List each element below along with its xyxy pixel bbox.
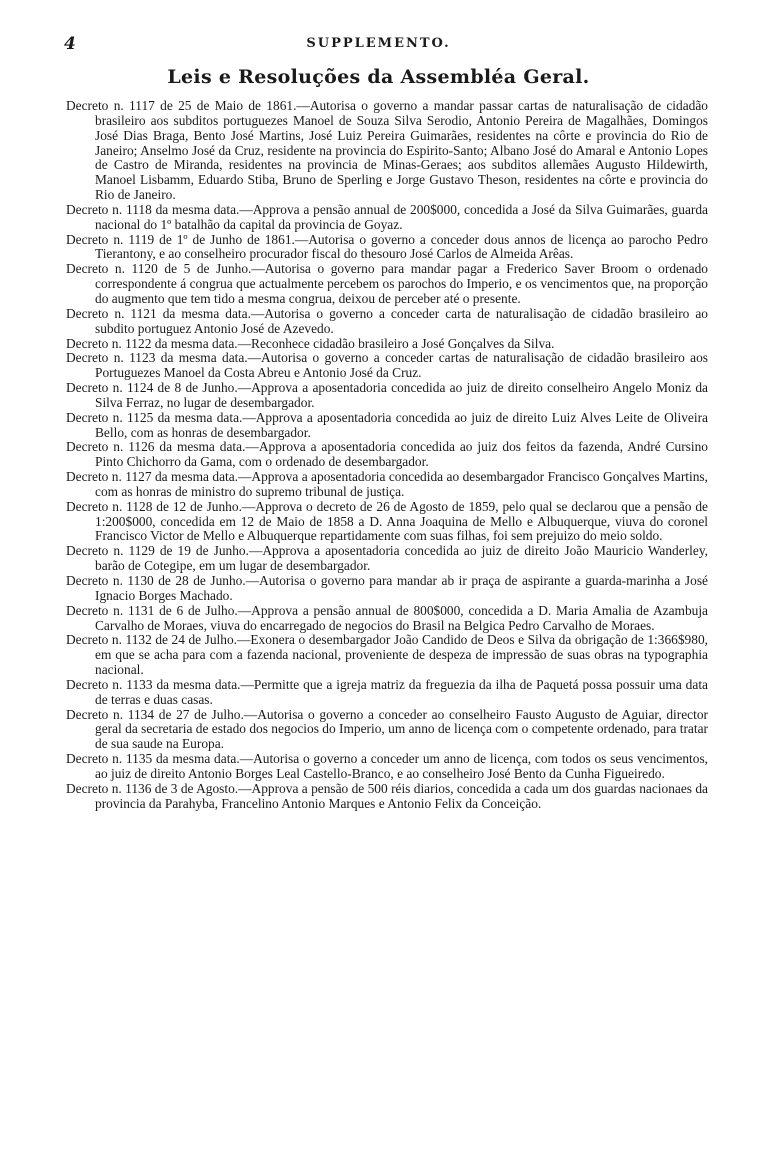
decree-1133: Decreto n. 1133 da mesma data.—Permitte que a igreja matriz da freguezia da ilha de Paquetá possa possuir uma data de terras e duas casas. <box>66 676 708 707</box>
decree-1123: Decreto n. 1123 da mesma data.—Autorisa o governo a conceder cartas de naturalisação de cidadão brasileiro aos Portuguezes Manoel da Costa Abreu e Antonio José da Cruz. <box>66 350 708 381</box>
page-number: 4 <box>64 34 76 54</box>
decree-1136: Decreto n. 1136 de 3 de Agosto.—Approva a pensão de 500 réis diarios, concedida a cada um dos guardas nacionaes da provincia da Parahyba, Francelino Antonio Marques e Antonio Felix da Conceição. <box>66 780 708 811</box>
decree-1134: Decreto n. 1134 de 27 de Julho.—Autorisa o governo a conceder ao conselheiro Fausto Augusto de Aguiar, director geral da secretaria de estado dos negocios do Imperio, um anno de licença com o competente ordenado, para tratar de sua saude na Europa. <box>66 706 708 752</box>
decree-1121: Decreto n. 1121 da mesma data.—Autorisa o governo a conceder carta de naturalisação de cidadão brasileiro ao subdito portuguez Antonio José de Azevedo. <box>66 305 708 336</box>
decree-1135: Decreto n. 1135 da mesma data.—Autorisa o governo a conceder um anno de licença, com todos os seus vencimentos, ao juiz de direito Antonio Borges Leal Castello-Branco, e ao conselheiro José Bento da Cunha Figueiredo. <box>66 751 708 781</box>
section-title: Leis e Resoluções da Assembléa Geral. <box>167 66 590 88</box>
decree-1124: Decreto n. 1124 de 8 de Junho.—Approva a aposentadoria concedida ao juiz de direito conselheiro Angelo Moniz da Silva Ferraz, no lugar de desembargador. <box>66 380 708 410</box>
running-title: SUPPLEMENTO. <box>306 36 451 51</box>
decree-1118: Decreto n. 1118 da mesma data.—Approva a pensão annual de 200$000, concedida a José da Silva Guimarães, guarda nacional do 1º batalhão da capital da provincia de Goyaz. <box>66 201 708 232</box>
decree-1128: Decreto n. 1128 de 12 de Junho.—Approva o decreto de 26 de Agosto de 1859, pelo qual se declarou que a pensão de 1:200$000, concedida em 12 de Maio de 1858 a D. Anna Joaquina de Mello e Albuquerque, viuva do coronel Francisco Victor de Mello e Albuquerque repartidamente com suas filhas, foi sem prejuizo do meio soldo. <box>66 498 708 544</box>
decree-1119: Decreto n. 1119 de 1º de Junho de 1861.—Autorisa o governo a conceder dous annos de licença ao parocho Pedro Tierantony, e ao conselheiro procurador fiscal do thesouro José Carlos de Almeida Arêas. <box>66 231 708 262</box>
decree-1127: Decreto n. 1127 da mesma data.—Approva a aposentadoria concedida ao desembargador Francisco Gonçalves Martins, com as honras de ministro do supremo tribunal de justiça. <box>66 469 708 499</box>
decree-1122: Decreto n. 1122 da mesma data.—Reconhece cidadão brasileiro a José Gonçalves da Silva. <box>66 335 555 351</box>
decree-list <box>66 99 708 812</box>
decree-1117: Decreto n. 1117 de 25 de Maio de 1861.—Autorisa o governo a mandar passar cartas de naturalisação de cidadão brasileiro aos subditos portuguezes Manoel de Souza Silva Serodio, Antonio Pereira de Magalhães, Domingos José Dias Braga, Bento José Martins, José Luiz Pereira Guimarães, residentes na côrte e provincia do Rio de Janeiro; Anselmo José da Cruz, residente na provincia do Espirito-Santo; Albano José do Amaral e Antonio Lopes de Castro de Miranda, residentes na provincia de Minas-Geraes; aos subditos allemães Augusto Hildewirth, Manoel Lisbamm, Eduardo Stiba, Bruno de Sperling e Jorge Gustavo Theson, residentes na côrte e provincia do Rio de Janeiro. <box>66 98 708 203</box>
decree-1129: Decreto n. 1129 de 19 de Junho.—Approva a aposentadoria concedida ao juiz de direito João Mauricio Wanderley, barão de Cotegipe, em um lugar de desembargador. <box>66 543 708 574</box>
decree-1130: Decreto n. 1130 de 28 de Junho.—Autorisa o governo para mandar ab ir praça de aspirante a guarda-marinha a José Ignacio Borges Machado. <box>66 573 708 603</box>
decree-1132: Decreto n. 1132 de 24 de Julho.—Exonera o desembargador João Candido de Deos e Silva da obrigação de 1:366$980, em que se acha para com a fazenda nacional, proveniente de despeza de impressão de suas obras na typographia nacional. <box>66 632 708 678</box>
decree-1120: Decreto n. 1120 de 5 de Junho.—Autorisa o governo para mandar pagar a Frederico Saver Broom o ordenado correspondente á congrua que actualmente percebem os parochos do Imperio, e os vencimentos que, na proporção do augmento que tem tido a mesma congrua, deixou de perceber até o presente. <box>66 261 708 306</box>
decree-1131: Decreto n. 1131 de 6 de Julho.—Approva a pensão annual de 800$000, concedida a D. Maria Amalia de Azambuja Carvalho de Moraes, viuva do encarregado de negocios do Brasil na Belgica Pedro Carvalho de Moraes. <box>66 602 708 633</box>
decree-1126: Decreto n. 1126 da mesma data.—Approva a aposentadoria concedida ao juiz dos feitos da fazenda, André Cursino Pinto Chichorro da Gama, com o ordenado de desembargador. <box>66 439 708 470</box>
decree-1125: Decreto n. 1125 da mesma data.—Approva a aposentadoria concedida ao juiz de direito Luiz Alves Leite de Oliveira Bello, com as honras de desembargador. <box>66 409 708 440</box>
